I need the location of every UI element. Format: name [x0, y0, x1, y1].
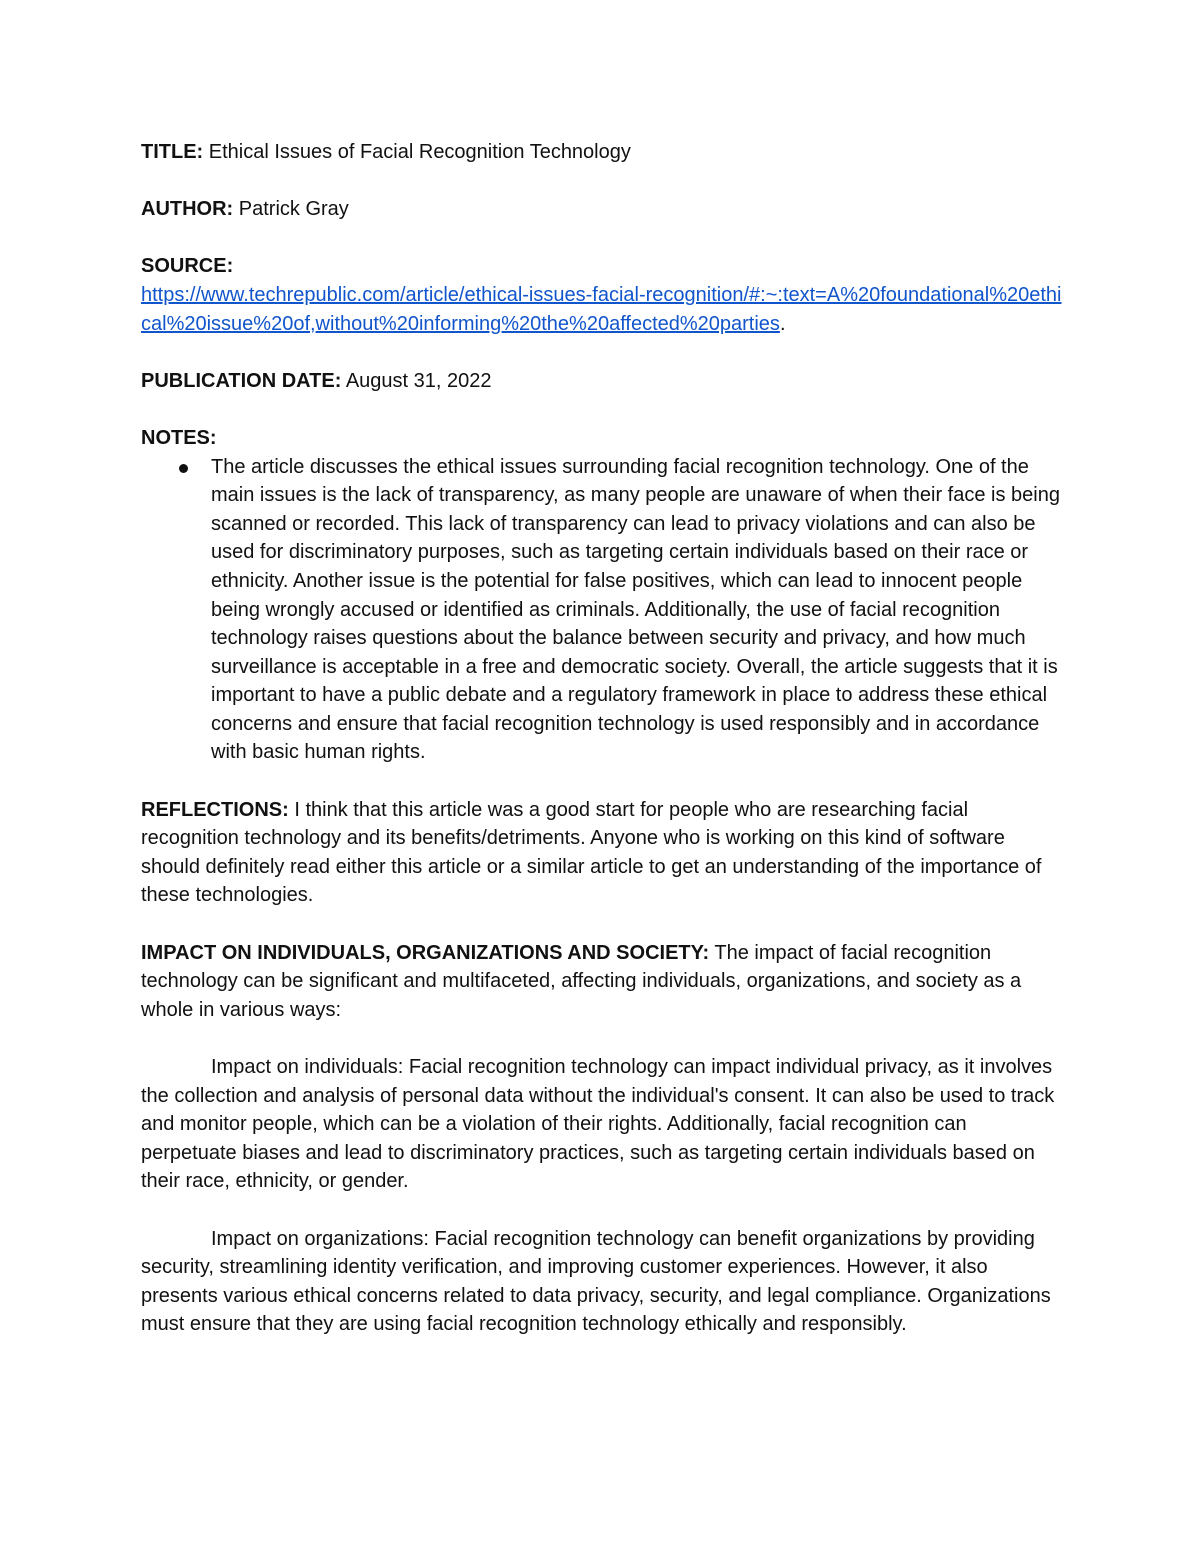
title-value: Ethical Issues of Facial Recognition Technology [208, 141, 631, 163]
reflections-label: REFLECTIONS: [141, 798, 289, 821]
title-label: TITLE: [141, 141, 204, 163]
notes-list-item [141, 453, 1063, 768]
notes-list [141, 453, 1063, 768]
document-page [141, 138, 1063, 1368]
source-link-line [141, 281, 1063, 338]
impact-organizations-paragraph: Impact on organizations: Facial recognition technology can benefit organizations by providing security, streamlining identity verification, and improving customer experiences. However, it also presents various ethical concerns related to data privacy, security, and legal compliance. Organizations must ensure that they are using facial recognition technology ethically and responsibly. [141, 1227, 1051, 1336]
notes-label: NOTES: [141, 426, 217, 449]
bullet-icon [179, 464, 188, 473]
reflections-text: I think that this article was a good start for people who are researching facial recognition technology and its benefits/detriments. Anyone who is working on this kind of software should definitely read either this article or a similar article to get an understanding of the importance of these technologies. [141, 798, 1042, 907]
impact-field [141, 939, 1063, 1025]
source-field [141, 252, 1063, 338]
author-field [141, 195, 1063, 224]
reflections-field [141, 796, 1063, 910]
title-field [141, 138, 1063, 167]
author-value: Patrick Gray [238, 198, 349, 221]
source-label: SOURCE: [141, 255, 234, 278]
impact-label: IMPACT ON INDIVIDUALS, ORGANIZATIONS AND SOCIETY: [141, 941, 710, 964]
impact-individuals-paragraph: Impact on individuals: Facial recognition technology can impact individual privacy, as it involves the collection and analysis of personal data without the individual's consent. It can also be used to track and monitor people, which can be a violation of their rights. Additionally, facial recognition can perpetuate biases and lead to discriminatory practices, such as targeting certain individuals based on their race, ethnicity, or gender. [141, 1056, 1055, 1193]
author-label: AUTHOR: [141, 198, 234, 221]
notes-item-text: The article discusses the ethical issues surrounding facial recognition technology. One of the main issues is the lack of transparency, as many people are unaware of when their face is being scanned or recorded. This lack of transparency can lead to privacy violations and can also be used for discriminatory purposes, such as targeting certain individuals based on their race or ethnicity. Another issue is the potential for false positives, which can lead to innocent people being wrongly accused or identified as criminals. Additionally, the use of facial recognition technology raises questions about the balance between security and privacy, and how much surveillance is acceptable in a free and democratic society. Overall, the article suggests that it is important to have a public debate and a regulatory framework in place to address these ethical concerns and ensure that facial recognition technology is used responsibly and in accordance with basic human rights. [211, 455, 1060, 764]
source-trailing-period: . [779, 312, 786, 335]
impact-intro: The impact of facial recognition technology can be significant and multifaceted, affecting individuals, organizations, and society as a whole in various ways: [141, 941, 1022, 1021]
publication-date-value: August 31, 2022 [345, 369, 492, 392]
publication-date-field [141, 367, 1063, 396]
publication-date-label: PUBLICATION DATE: [141, 369, 342, 392]
notes-section [141, 424, 1063, 767]
source-link[interactable]: https://www.techrepublic.com/article/ethical-issues-facial-recognition/#:~:text=A%20foundational%20ethical%20issue%20of,without%20informing%20the%20affected%20parties [141, 283, 1062, 335]
